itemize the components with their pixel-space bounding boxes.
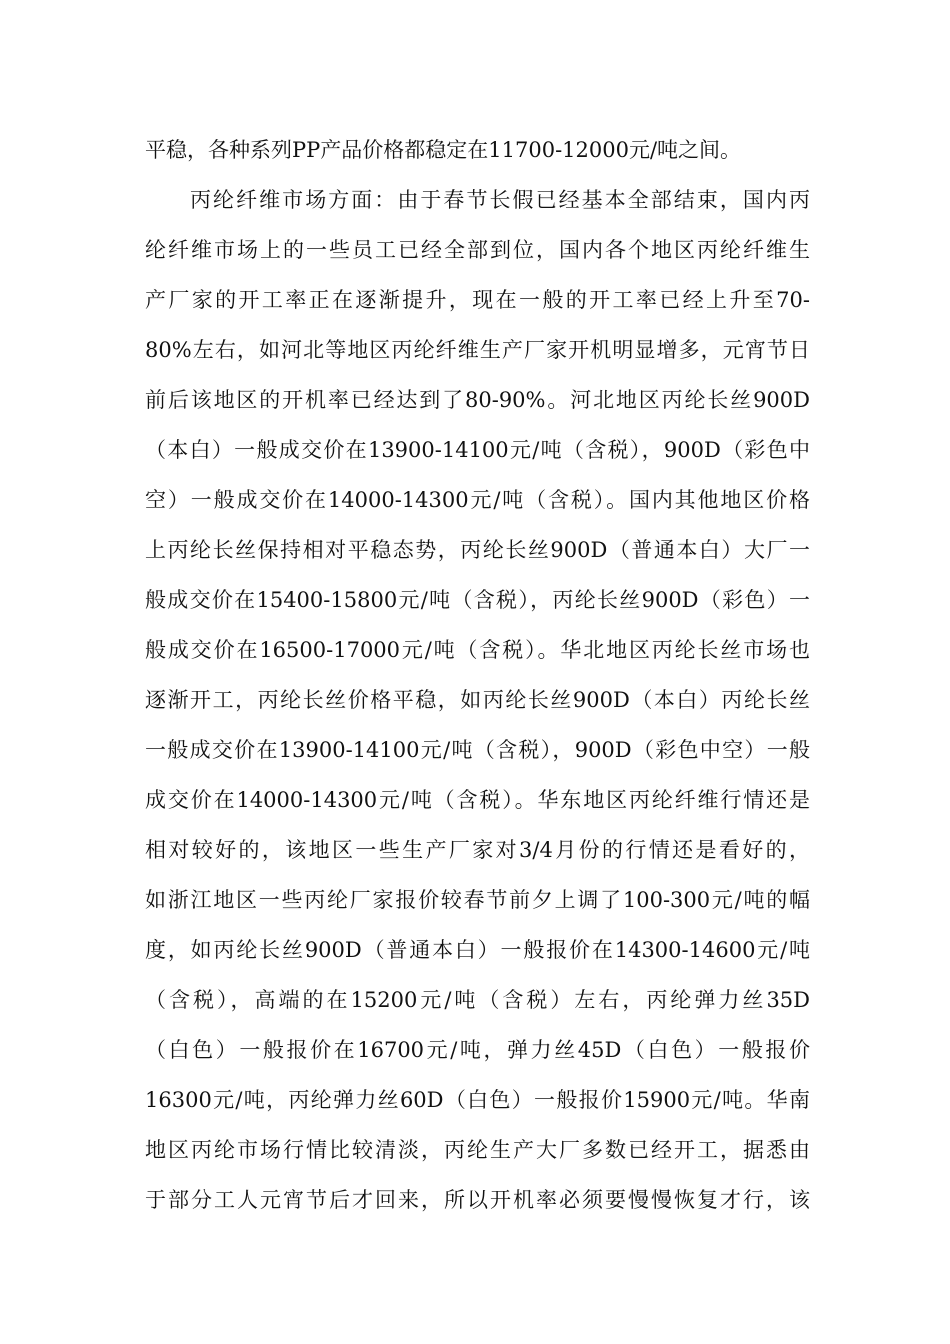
text-line: 上丙纶长丝保持相对平稳态势，丙纶长丝900D（普通本白）大厂一	[145, 538, 810, 562]
text-line: 于部分工人元宵节后才回来，所以开机率必须要慢慢恢复才行，该	[145, 1188, 810, 1212]
text-line: （含税），高端的在15200元/吨（含税）左右，丙纶弹力丝35D	[145, 988, 810, 1012]
text-line: 平稳，各种系列PP产品价格都稳定在11700-12000元/吨之间。	[145, 138, 742, 162]
text-line: 纶纤维市场上的一些员工已经全部到位，国内各个地区丙纶纤维生	[145, 238, 810, 262]
text-line: 逐渐开工，丙纶长丝价格平稳，如丙纶长丝900D（本白）丙纶长丝	[145, 688, 810, 712]
paragraph-first-line: 丙纶纤维市场方面：由于春节长假已经基本全部结束，国内丙	[190, 188, 810, 212]
text-line: 成交价在14000-14300元/吨（含税）。华东地区丙纶纤维行情还是	[145, 788, 810, 812]
text-line: 前后该地区的开机率已经达到了80-90%。河北地区丙纶长丝900D	[145, 388, 810, 412]
text-line: 如浙江地区一些丙纶厂家报价较春节前夕上调了100-300元/吨的幅	[145, 888, 810, 912]
text-line: 地区丙纶市场行情比较清淡，丙纶生产大厂多数已经开工，据悉由	[145, 1138, 810, 1162]
text-line: 一般成交价在13900-14100元/吨（含税），900D（彩色中空）一般	[145, 738, 810, 762]
text-line: 空）一般成交价在14000-14300元/吨（含税）。国内其他地区价格	[145, 488, 810, 512]
text-line: 般成交价在15400-15800元/吨（含税），丙纶长丝900D（彩色）一	[145, 588, 810, 612]
text-line: 相对较好的，该地区一些生产厂家对3/4月份的行情还是看好的，	[145, 838, 810, 862]
text-line: 般成交价在16500-17000元/吨（含税）。华北地区丙纶长丝市场也	[145, 638, 810, 662]
text-line: （本白）一般成交价在13900-14100元/吨（含税），900D（彩色中	[145, 438, 810, 462]
text-line: 产厂家的开工率正在逐渐提升，现在一般的开工率已经上升至70-	[145, 288, 810, 312]
text-line: （白色）一般报价在16700元/吨，弹力丝45D（白色）一般报价	[145, 1038, 810, 1062]
text-line: 度，如丙纶长丝900D（普通本白）一般报价在14300-14600元/吨	[145, 938, 810, 962]
text-line: 16300元/吨，丙纶弹力丝60D（白色）一般报价15900元/吨。华南	[145, 1088, 810, 1112]
text-line: 80%左右，如河北等地区丙纶纤维生产厂家开机明显增多，元宵节日	[145, 338, 810, 362]
